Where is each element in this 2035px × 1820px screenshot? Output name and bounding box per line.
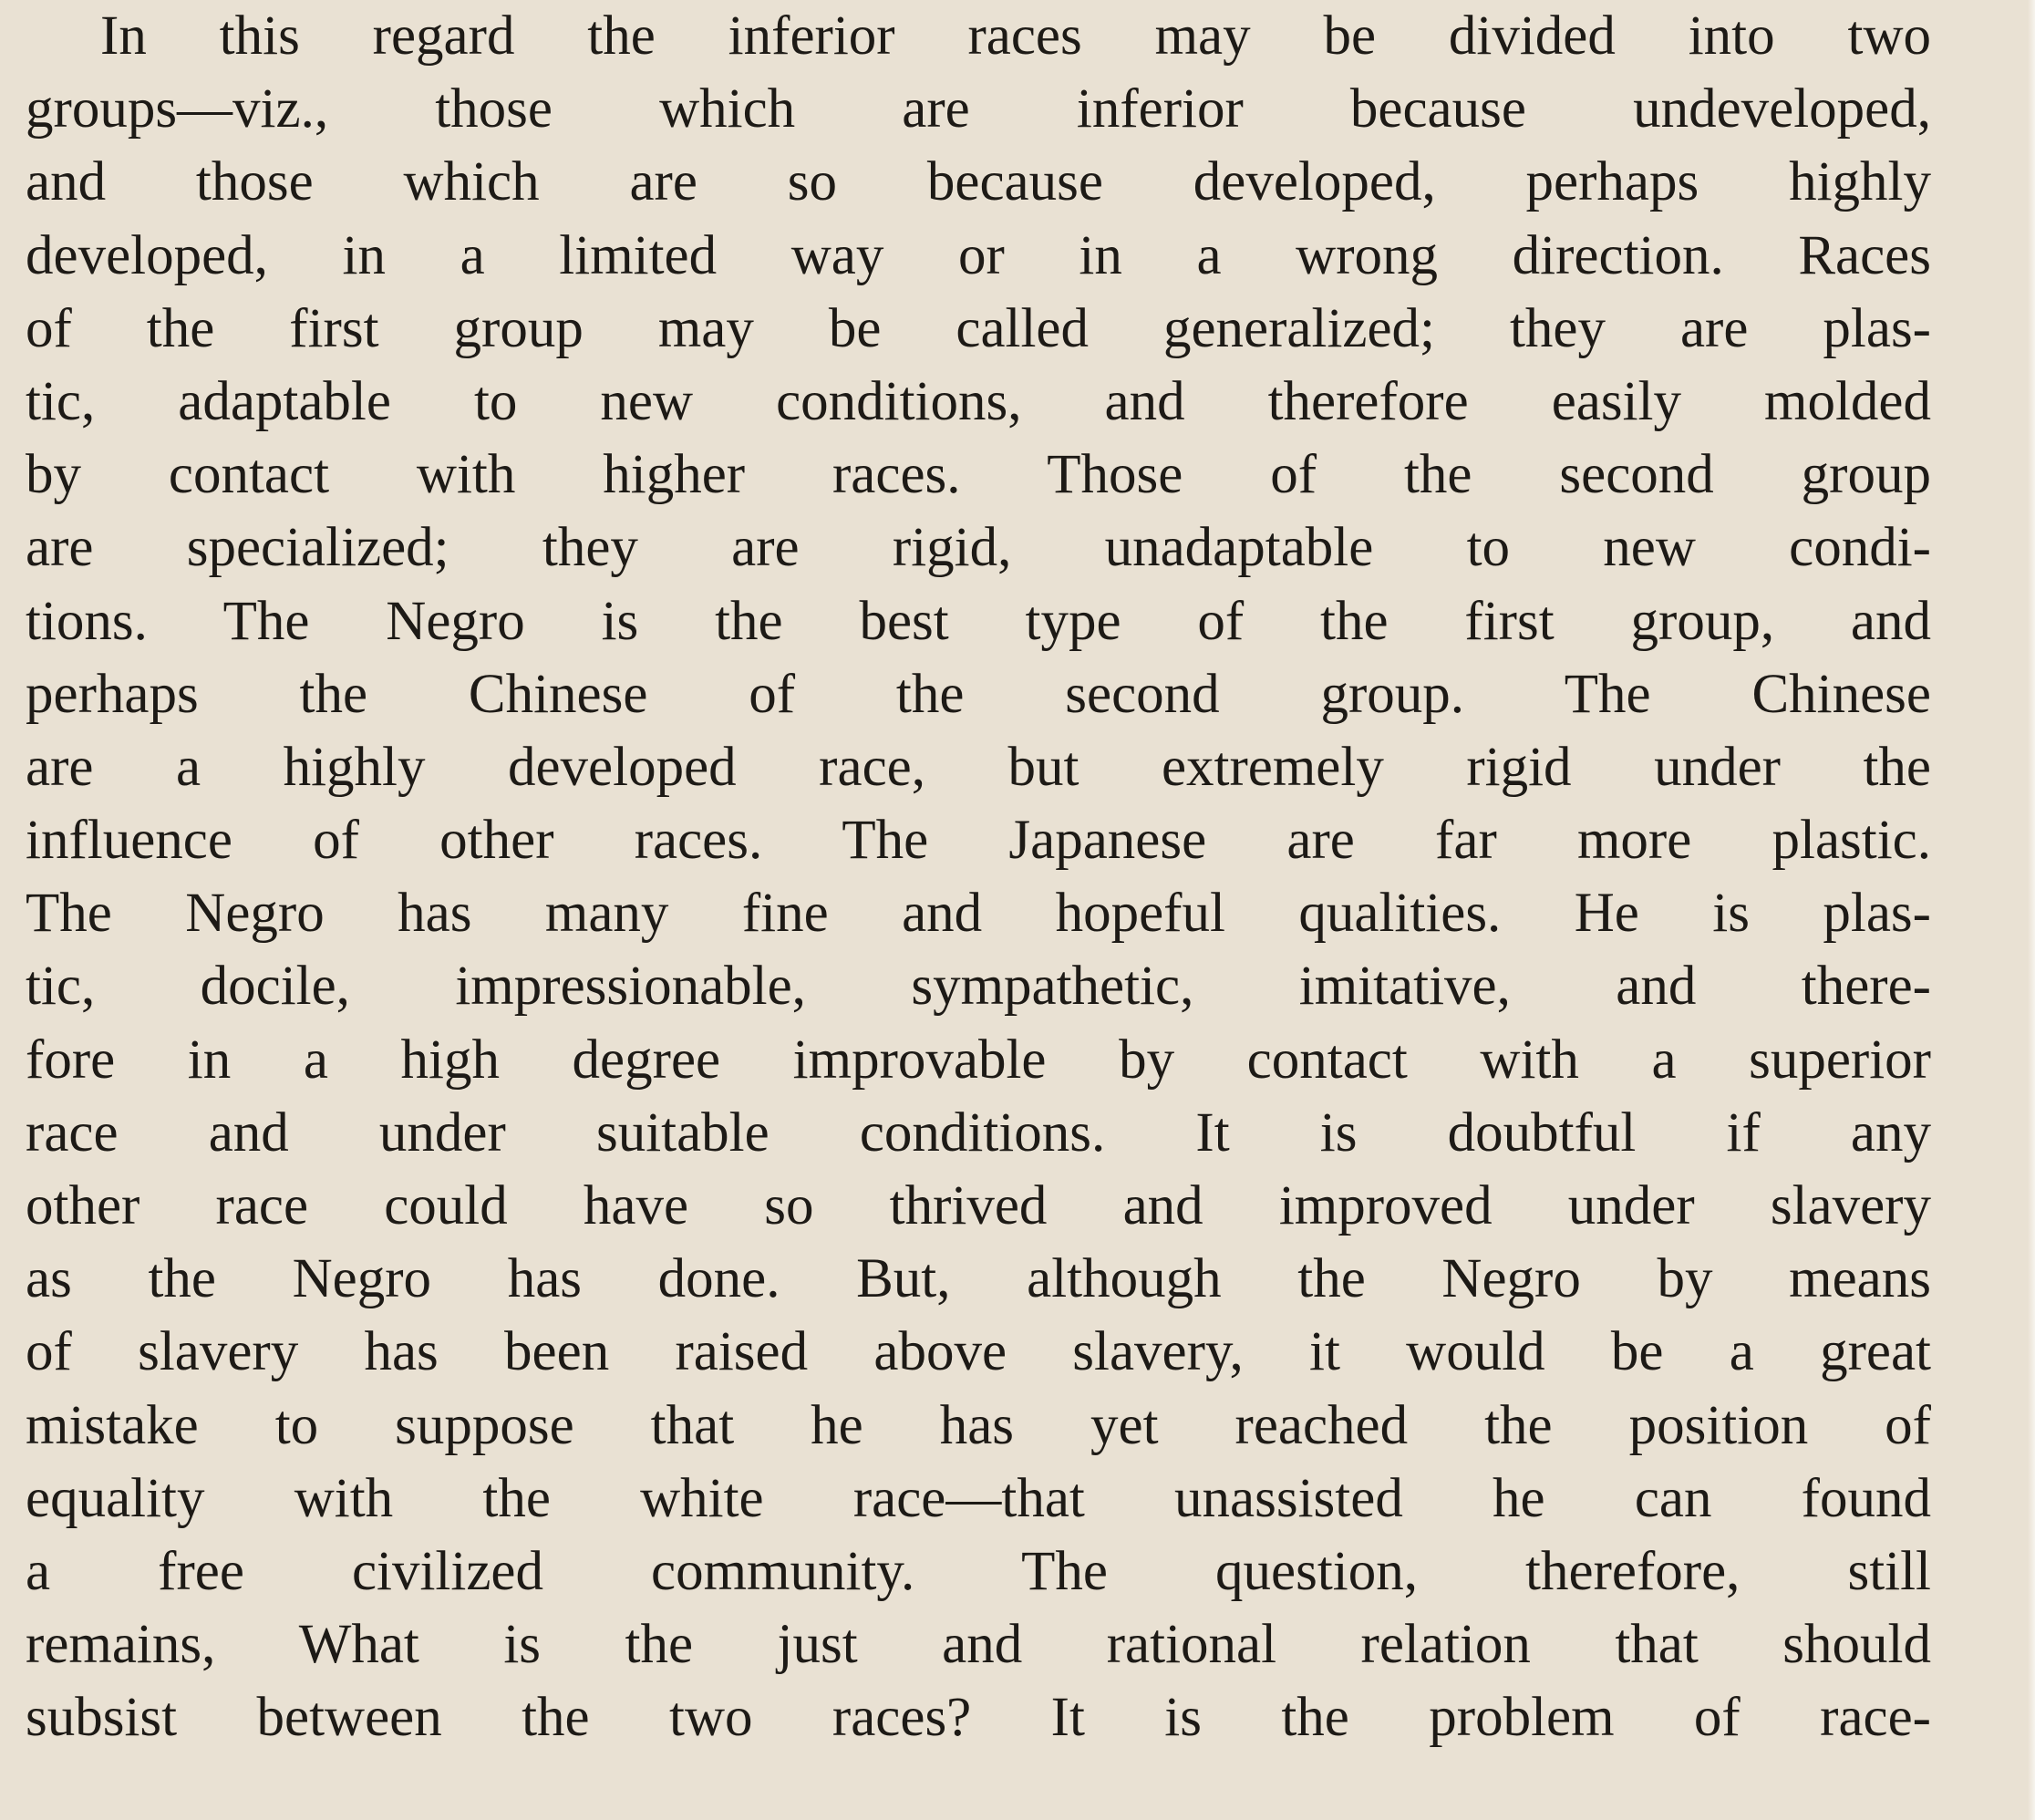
text-line-15: fore in a high degree improvable by contact with a superior (26, 1029, 1931, 1091)
text-line-12: influence of other races. The Japanese are far more plastic. (26, 810, 1931, 872)
text-line-14: tic, docile, impressionable, sympathetic, imitative, and there- (26, 956, 1931, 1018)
text-line-22: a free civilized community. The question, therefore, still (26, 1540, 1931, 1602)
page-edge (2028, 0, 2035, 1820)
text-line-7: by contact with higher races. Those of the second group (26, 444, 1931, 506)
text-line-10: perhaps the Chinese of the second group. The Chinese (26, 663, 1931, 725)
paragraph (26, 0, 1931, 1755)
text-line-1: In this regard the inferior races may be divided into two (100, 5, 1931, 67)
text-line-17: other race could have so thrived and improved under slavery (26, 1175, 1931, 1236)
text-line-9: tions. The Negro is the best type of the first group, and (26, 590, 1931, 652)
text-line-8: are specialized; they are rigid, unadaptable to new condi- (26, 517, 1931, 579)
text-line-4: developed, in a limited way or in a wrong direction. Races (26, 224, 1931, 286)
text-line-3: and those which are so because developed, perhaps highly (26, 151, 1931, 213)
text-line-24: subsist between the two races? It is the problem of race- (26, 1687, 1931, 1749)
text-line-19: of slavery has been raised above slavery, it would be a great (26, 1321, 1931, 1383)
text-line-11: are a highly developed race, but extremely rigid under the (26, 736, 1931, 798)
text-line-6: tic, adaptable to new conditions, and therefore easily molded (26, 370, 1931, 432)
text-line-2: groups—viz., those which are inferior because undeveloped, (26, 78, 1931, 140)
text-line-5: of the first group may be called generalized; they are plas- (26, 297, 1931, 359)
text-line-16: race and under suitable conditions. It is doubtful if any (26, 1101, 1931, 1163)
text-line-20: mistake to suppose that he has yet reached the position of (26, 1394, 1931, 1456)
text-line-21: equality with the white race—that unassisted he can found (26, 1467, 1931, 1529)
text-line-13: The Negro has many fine and hopeful qualities. He is plas- (26, 883, 1931, 945)
text-line-18: as the Negro has done. But, although the Negro by means (26, 1248, 1931, 1310)
text-line-23: remains, What is the just and rational relation that should (26, 1614, 1931, 1676)
